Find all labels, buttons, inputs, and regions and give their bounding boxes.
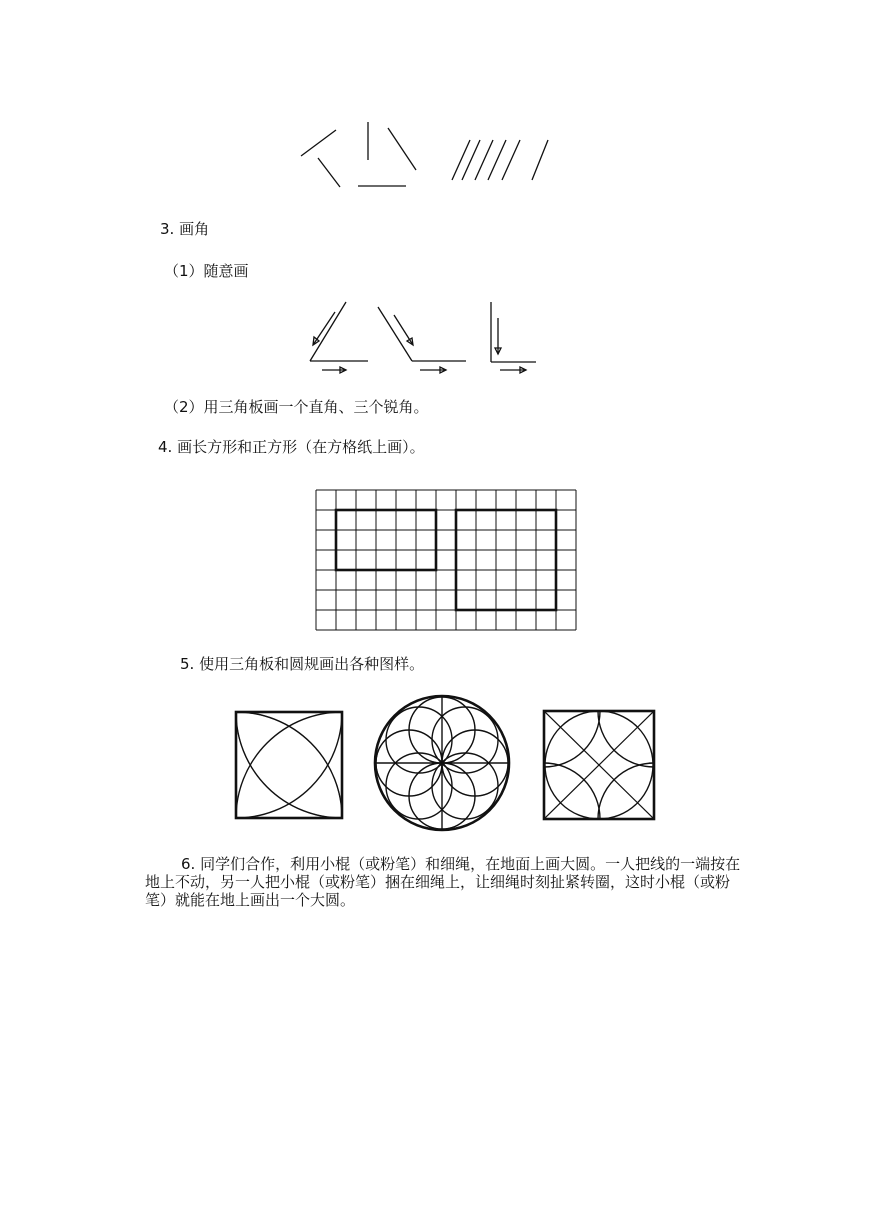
- section-4-title: 4. 画长方形和正方形（在方格纸上画）。: [158, 438, 425, 456]
- section-3-item-2: （2）用三角板画一个直角、三个锐角。: [164, 398, 429, 416]
- section-3-title: 3. 画角: [160, 220, 210, 238]
- circle-flower-pattern: [375, 696, 509, 830]
- section-6-text: 6. 同学们合作，利用小棍（或粉笔）和细绳，在地面上画大圆。一人把线的一端按在地上不动，另一人把小棍（或粉笔）捆在细绳上，让细绳时刻扯紧转圈，这时小棍（或粉笔）就能在地上画出一个大圆。: [145, 855, 741, 909]
- square-circle-star-pattern: [488, 655, 710, 875]
- section-6-paragraph: [145, 855, 745, 909]
- section-3-item-1: （1）随意画: [164, 262, 249, 280]
- section-5-title: 5. 使用三角板和圆规画出各种图样。: [180, 655, 425, 673]
